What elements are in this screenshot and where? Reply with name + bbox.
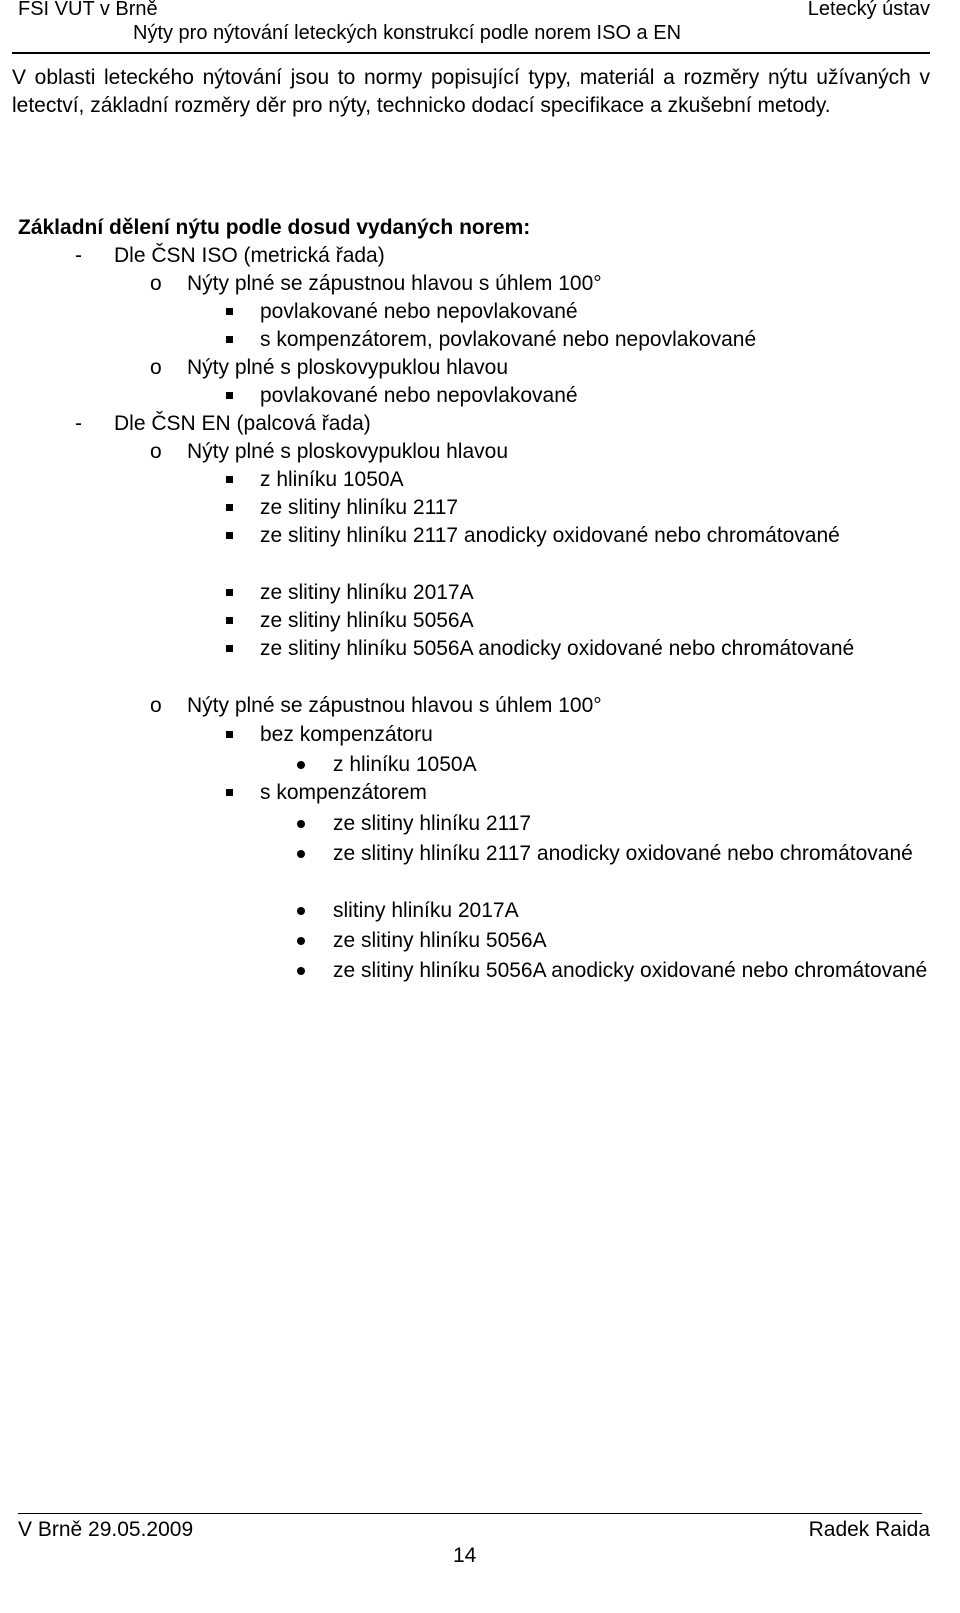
footer-date: V Brně 29.05.2009 [18, 1518, 194, 1541]
list-item: ze slitiny hliníku 2117 anodicky oxidované nebo chromátované [333, 842, 913, 865]
dash-marker: - [75, 244, 82, 267]
list-item: ze slitiny hliníku 2117 anodicky oxidované nebo chromátované [260, 524, 840, 547]
footer-author: Radek Raida [808, 1518, 930, 1541]
list-item: s kompenzátorem, povlakované nebo nepovlakované [260, 328, 757, 351]
round-bullet-icon [297, 761, 305, 769]
header-rule [12, 52, 930, 54]
circle-marker: o [150, 356, 162, 379]
circle-marker: o [150, 694, 162, 717]
circle-marker: o [150, 440, 162, 463]
square-bullet-icon [226, 645, 233, 652]
list-item-en-countersunk: Nýty plné se zápustnou hlavou s úhlem 100° [187, 694, 602, 717]
square-bullet-icon [226, 532, 233, 539]
round-bullet-icon [297, 850, 305, 858]
square-bullet-icon [226, 476, 233, 483]
list-item-iso-countersunk: Nýty plné se zápustnou hlavou s úhlem 100° [187, 272, 602, 295]
square-bullet-icon [226, 617, 233, 624]
square-bullet-icon [226, 308, 233, 315]
list-item: ze slitiny hliníku 2017A [260, 581, 474, 604]
header-institution: FSI VUT v Brně [18, 0, 158, 20]
list-item: bez kompenzátoru [260, 723, 433, 746]
square-bullet-icon [226, 392, 233, 399]
round-bullet-icon [297, 937, 305, 945]
list-item-en-round: Nýty plné s ploskovypuklou hlavou [187, 440, 509, 463]
list-item: povlakované nebo nepovlakované [260, 384, 578, 407]
list-item: ze slitiny hliníku 2117 [260, 496, 459, 519]
square-bullet-icon [226, 731, 233, 738]
dash-marker: - [75, 412, 82, 435]
list-item: ze slitiny hliníku 5056A anodicky oxidované nebo chromátované [260, 637, 855, 660]
round-bullet-icon [297, 907, 305, 915]
circle-marker: o [150, 272, 162, 295]
list-item: ze slitiny hliníku 5056A [333, 929, 547, 952]
square-bullet-icon [226, 589, 233, 596]
header-title: Nýty pro nýtování leteckých konstrukcí podle norem ISO a EN [133, 22, 682, 44]
list-item: z hliníku 1050A [333, 753, 477, 776]
header-department: Letecký ústav [807, 0, 930, 20]
page-number: 14 [453, 1544, 477, 1567]
list-item: povlakované nebo nepovlakované [260, 300, 578, 323]
list-item: slitiny hliníku 2017A [333, 899, 519, 922]
list-item-en: Dle ČSN EN (palcová řada) [114, 412, 371, 435]
list-item: ze slitiny hliníku 2117 [333, 812, 532, 835]
round-bullet-icon [297, 820, 305, 828]
intro-paragraph: V oblasti leteckého nýtování jsou to normy popisující typy, materiál a rozměry nýtu užívaných v letectví, základní rozměry děr pro nýty, technicko dodací specifikace a zkušební metody. [12, 66, 930, 117]
section-title: Základní dělení nýtu podle dosud vydaných norem: [18, 216, 531, 239]
footer-rule [18, 1513, 922, 1514]
list-item-iso: Dle ČSN ISO (metrická řada) [114, 244, 385, 267]
square-bullet-icon [226, 789, 233, 796]
list-item: ze slitiny hliníku 5056A [260, 609, 474, 632]
square-bullet-icon [226, 336, 233, 343]
list-item: z hliníku 1050A [260, 468, 404, 491]
round-bullet-icon [297, 967, 305, 975]
list-item: s kompenzátorem [260, 781, 427, 804]
list-item: ze slitiny hliníku 5056A anodicky oxidované nebo chromátované [333, 959, 928, 982]
square-bullet-icon [226, 504, 233, 511]
list-item-iso-round: Nýty plné s ploskovypuklou hlavou [187, 356, 509, 379]
